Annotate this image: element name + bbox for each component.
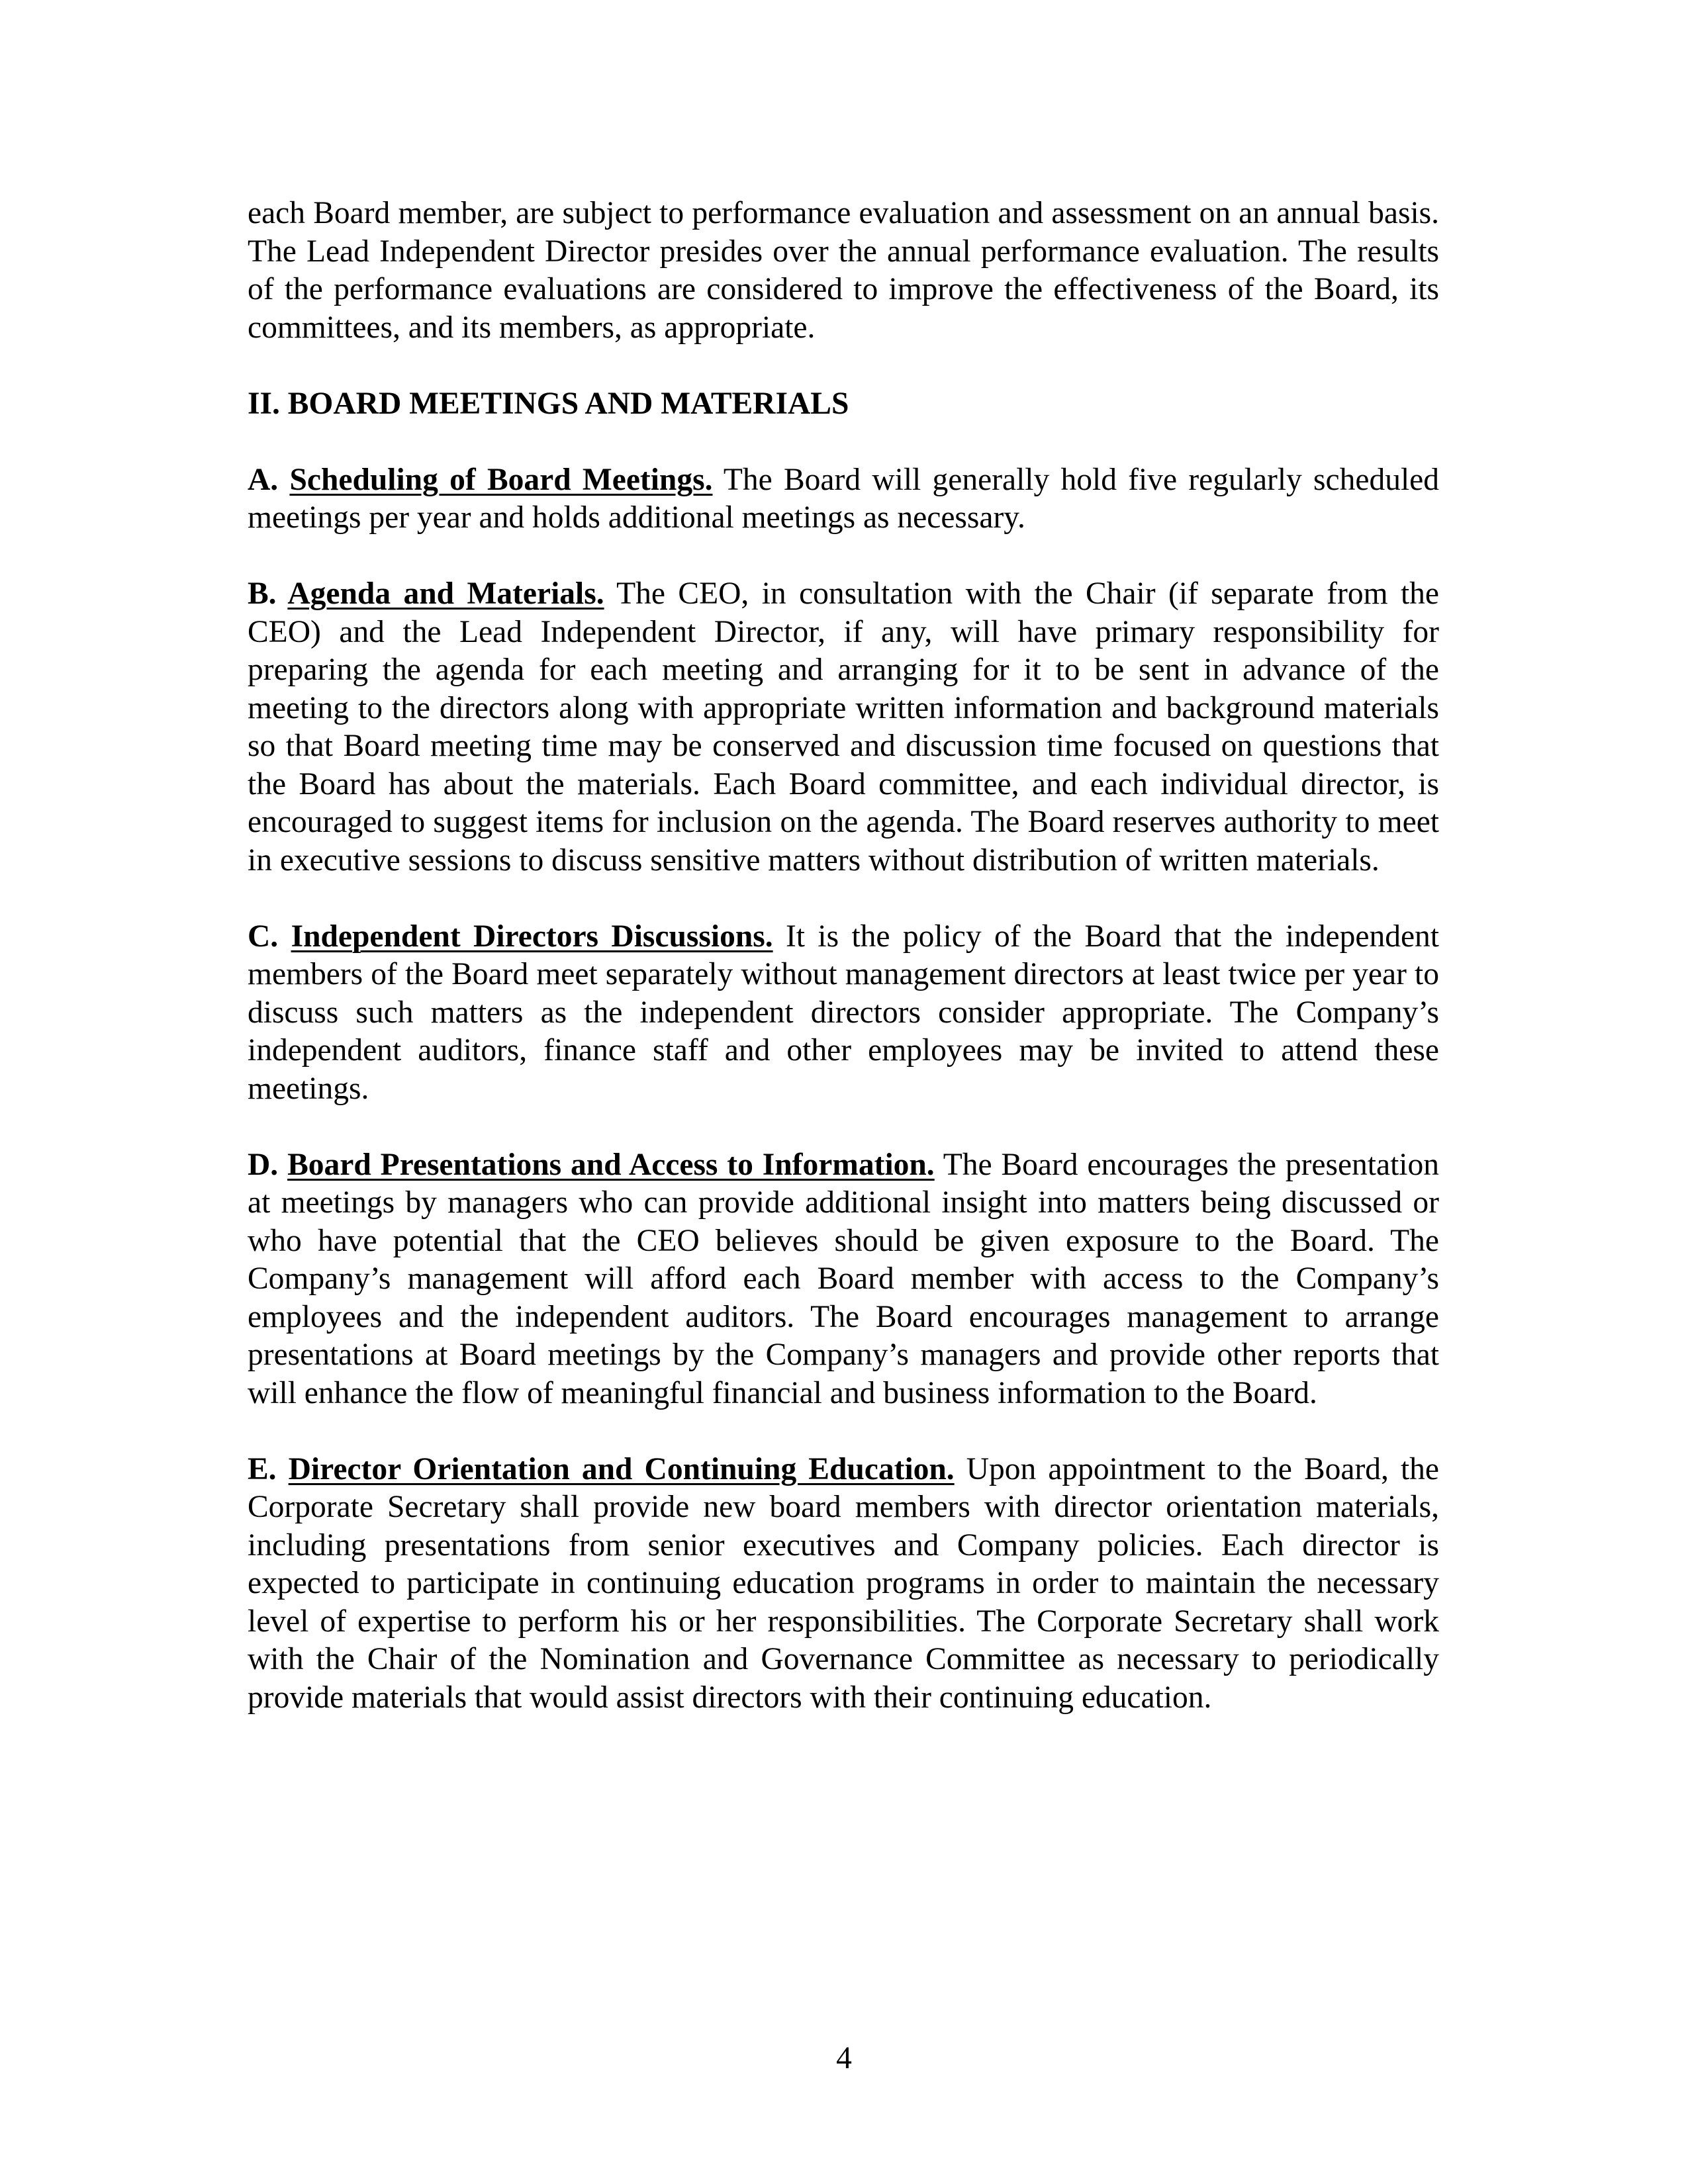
subsection-a-lead (248, 463, 712, 497)
subsection-e (248, 1451, 1439, 1717)
intro-paragraph: each Board member, are subject to performance evaluation and assessment on an annual basis. The Lead Independent Director presides over the annual performance evaluation. The results of the performance evaluations are considered to improve the effectiveness of the Board, its committees, and its members, as appropriate. (248, 196, 1439, 345)
subsection-a (248, 461, 1439, 537)
subsection-c-lead (248, 919, 773, 954)
subsection-d (248, 1146, 1439, 1413)
subsection-b-lead (248, 576, 604, 611)
subsection-d-body: The Board encourages the presentation at meetings by managers who can provide additional insight into matters being discussed or who have potential that the CEO believes should be given exposure to the Board. The Company’s management will afford each Board member with access to the Company’s employees and the independent auditors. The Board encourages management to arrange presentations at Board meetings by the Company’s managers and provide other reports that will enhance the flow of meaningful financial and business information to the Board. (248, 1147, 1439, 1410)
subsection-e-prefix: E. (248, 1451, 289, 1486)
subsection-b (248, 575, 1439, 880)
subsection-c-prefix: C. (248, 919, 291, 954)
subsection-c-title: Independent Directors Discussions. (291, 919, 773, 954)
subsection-c (248, 918, 1439, 1109)
subsection-c-body: It is the policy of the Board that the independent members of the Board meet separately without management directors at least twice per year to discuss such matters as the independent directors consider appropriate. The Company’s independent auditors, finance staff and other employees may be invited to attend these meetings. (248, 919, 1439, 1106)
subsection-d-title: Board Presentations and Access to Information. (287, 1147, 935, 1182)
subsection-b-body: The CEO, in consultation with the Chair (if separate from the CEO) and the Lead Independent Director, if any, will have primary responsibility for preparing the agenda for each meeting and arranging for it to be sent in advance of the meeting to the directors along with appropriate written information and background materials so that Board meeting time may be conserved and discussion time focused on questions that the Board has about the materials. Each Board committee, and each individual director, is encouraged to suggest items for inclusion on the agenda. The Board reserves authority to meet in executive sessions to discuss sensitive matters without distribution of written materials. (248, 576, 1439, 878)
subsection-a-prefix: A. (248, 462, 290, 497)
subsection-e-title: Director Orientation and Continuing Education. (288, 1451, 955, 1486)
subsection-d-prefix: D. (248, 1147, 288, 1182)
subsection-e-lead (248, 1452, 955, 1486)
subsection-b-prefix: B. (248, 576, 288, 611)
section-heading: II. BOARD MEETINGS AND MATERIALS (248, 386, 849, 421)
subsection-d-lead (248, 1148, 935, 1182)
subsection-a-body: The Board will generally hold five regularly scheduled meetings per year and holds additional meetings as necessary. (248, 462, 1439, 535)
subsection-e-body: Upon appointment to the Board, the Corporate Secretary shall provide new board members with director orientation materials, including presentations from senior executives and Company policies. Each director is expected to participate in continuing education programs in order to maintain the necessary level of expertise to perform his or her responsibilities. The Corporate Secretary shall work with the Chair of the Nomination and Governance Committee as necessary to periodically provide materials that would assist directors with their continuing education. (248, 1451, 1439, 1715)
page-body (248, 195, 1439, 1755)
page-number: 4 (836, 2041, 852, 2075)
subsection-a-title: Scheduling of Board Meetings. (289, 462, 713, 497)
subsection-b-title: Agenda and Materials. (287, 576, 604, 611)
